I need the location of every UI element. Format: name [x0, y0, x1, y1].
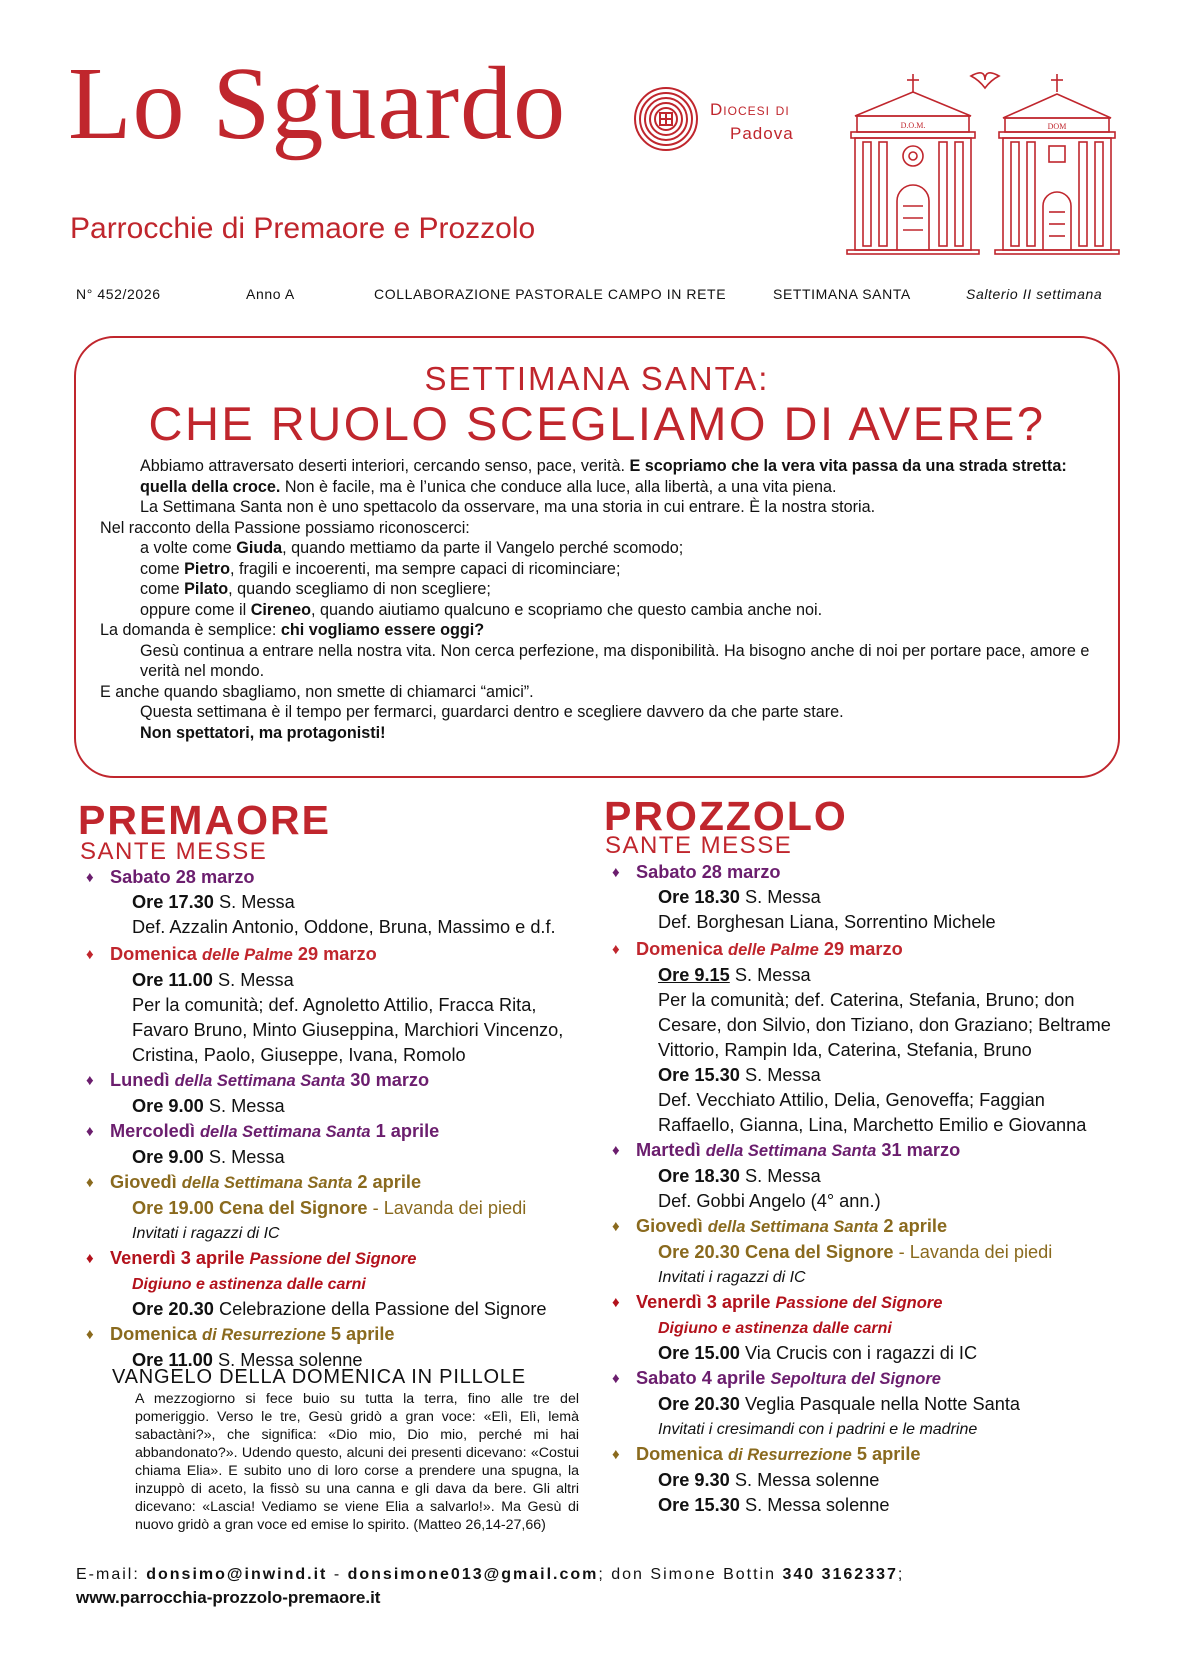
schedule-day — [604, 1442, 1124, 1468]
churches-illustration-icon — [845, 66, 1130, 256]
diocese-line-2: Padova — [730, 124, 794, 143]
mass-time — [604, 963, 1124, 988]
mass-label: S. Messa — [739, 887, 821, 907]
day-label: Sabato 4 aprile — [636, 1368, 771, 1388]
day-qualifier: di Resurrezione — [727, 1446, 852, 1464]
church-sign-right: DOM — [1047, 122, 1067, 131]
mass-label: S. Messa — [729, 965, 811, 985]
text-bold: Pietro — [184, 559, 230, 578]
mass-label: S. Messa solenne — [729, 1470, 880, 1490]
editorial-paragraph: La Settimana Santa non è uno spettacolo da osservare, ma una storia in cui entrare. È la nostra storia. — [140, 498, 876, 516]
editorial-paragraph: Questa settimana è il tempo per fermarci, guardarci dentro e scegliere davvero da che parte stare. — [140, 703, 844, 721]
newsletter-title: Lo Sguardo — [68, 46, 567, 161]
diamond-icon: ♦ — [612, 1446, 620, 1463]
email-link[interactable]: donsimone013@gmail.com — [347, 1566, 599, 1583]
diocese-line-1: Diocesi di — [710, 100, 790, 119]
mass-intention: Def. Vecchiato Attilio, Delia, Genoveffa; Faggian Raffaello, Gianna, Lina, Marchetto Emilio e Giovanna — [658, 1090, 1087, 1135]
editorial-role — [100, 559, 1090, 580]
text-span: Abbiamo attraversato deserti interiori, cercando senso, pace, verità. — [140, 457, 630, 475]
mass-intention: Def. Azzalin Antonio, Oddone, Bruna, Massimo e d.f. — [132, 917, 556, 937]
day-qualifier: delle Palme — [201, 946, 293, 964]
diamond-icon: ♦ — [612, 941, 620, 958]
schedule-day — [78, 1322, 598, 1348]
website-link[interactable]: www.parrocchia-prozzolo-premaore.it — [76, 1588, 381, 1607]
text-bold: Pilato — [184, 580, 229, 598]
day-label: Domenica — [636, 1444, 728, 1464]
mass-time — [78, 1196, 598, 1221]
schedule-day — [604, 1214, 1124, 1240]
mass-hour: Ore 11.00 — [132, 970, 213, 990]
editorial-role — [100, 600, 1090, 621]
mass-hour: Ore 17.30 — [132, 892, 214, 912]
editorial-role — [100, 538, 1090, 559]
schedule-day — [78, 1170, 598, 1196]
text-bold: Cireneo — [250, 600, 311, 619]
text-span: , quando aiutiamo qualcuno e scopriamo che questo cambia anche noi. — [310, 600, 823, 619]
diamond-icon: ♦ — [86, 946, 94, 963]
separator: ; — [897, 1566, 905, 1583]
day-label: Lunedì — [110, 1070, 175, 1090]
day-qualifier: delle Palme — [727, 941, 819, 959]
mass-hour: Ore 9.00 — [132, 1147, 204, 1167]
editorial-kicker: SETTIMANA SANTA: — [424, 360, 770, 397]
mass-time — [604, 1468, 1124, 1493]
mass-hour: Ore 18.30 — [658, 887, 740, 907]
week-label: SETTIMANA SANTA — [773, 286, 911, 302]
mass-hour: Ore 20.30 Cena del Signore — [658, 1242, 894, 1262]
diamond-icon: ♦ — [612, 1142, 620, 1159]
mass-note: Invitati i cresimandi con i padrini e le madrine — [658, 1421, 978, 1438]
editorial-role — [100, 579, 1090, 600]
day-qualifier: Passione del Signore — [775, 1294, 943, 1312]
mass-label: Via Crucis con i ragazzi di IC — [739, 1343, 978, 1363]
diamond-icon: ♦ — [612, 1370, 620, 1387]
editorial-paragraph — [100, 620, 1090, 641]
text-bold: chi vogliamo essere oggi? — [280, 621, 485, 639]
schedule-day — [78, 865, 598, 890]
day-date: 30 marzo — [345, 1070, 430, 1090]
text-span: , quando scegliamo di non scegliere; — [228, 580, 491, 598]
editorial-paragraph: Gesù continua a entrare nella nostra vita. Non cerca perfezione, ma disponibilità. Ha bisogno anche di noi per portare pace, amore e verità nel mondo. — [140, 641, 1090, 680]
day-date: 2 aprile — [878, 1216, 948, 1236]
mass-hour: Ore 11.00 — [132, 1350, 213, 1370]
day-qualifier: della Settimana Santa — [707, 1218, 879, 1236]
mass-time — [78, 968, 598, 993]
mass-label: S. Messa — [213, 892, 295, 912]
text-span: a volte come — [140, 539, 237, 557]
text-span: , quando mettiamo da parte il Vangelo perché scomodo; — [282, 539, 684, 557]
text-span: oppure come il — [140, 600, 251, 619]
mass-label: S. Messa — [203, 1096, 285, 1116]
mass-hour: Ore 18.30 — [658, 1166, 740, 1186]
mass-label: S. Messa — [203, 1147, 285, 1167]
editorial-paragraph: Nel racconto della Passione possiamo riconoscerci: — [100, 518, 470, 537]
church-sign-left: D.O.M. — [900, 121, 926, 130]
schedule-day — [604, 860, 1124, 885]
mass-hour: Ore 15.00 — [658, 1343, 740, 1363]
day-qualifier: della Settimana Santa — [181, 1174, 353, 1192]
day-qualifier: della Settimana Santa — [705, 1142, 877, 1160]
schedule-day — [604, 1138, 1124, 1164]
day-label: Domenica — [110, 1324, 202, 1344]
schedule-day — [78, 942, 598, 968]
day-qualifier: della Settimana Santa — [174, 1072, 346, 1090]
schedule-day — [78, 1068, 598, 1094]
mass-hour: Ore 20.30 — [658, 1394, 740, 1414]
diamond-icon: ♦ — [86, 1250, 94, 1267]
day-label: Sabato 28 marzo — [110, 867, 255, 887]
diamond-icon: ♦ — [86, 869, 94, 886]
diamond-icon: ♦ — [86, 1174, 94, 1191]
day-label: Mercoledì — [110, 1121, 200, 1141]
mass-hour: Ore 15.30 — [658, 1065, 740, 1085]
mass-time — [604, 1493, 1124, 1518]
mass-label: S. Messa solenne — [212, 1350, 363, 1370]
mass-label: S. Messa — [212, 970, 294, 990]
day-date: 29 marzo — [292, 944, 377, 964]
liturgical-year: Anno A — [246, 286, 295, 302]
day-date: 1 aprile — [370, 1121, 440, 1141]
mass-intention: Def. Gobbi Angelo (4° ann.) — [658, 1191, 881, 1211]
day-date: 31 marzo — [876, 1140, 961, 1160]
phone-number: 340 3162337 — [782, 1566, 898, 1583]
mass-note: Invitati i ragazzi di IC — [132, 1225, 280, 1242]
diamond-icon: ♦ — [612, 1218, 620, 1235]
fasting-note: Digiuno e astinenza dalle carni — [658, 1320, 892, 1337]
mass-label: - Lavanda dei piedi — [367, 1198, 527, 1218]
day-qualifier: Sepoltura del Signore — [770, 1370, 941, 1388]
priest-name: ; don Simone Bottin — [598, 1566, 783, 1583]
separator: - — [327, 1566, 348, 1583]
diamond-icon: ♦ — [612, 864, 620, 881]
editorial-paragraph: E anche quando sbagliamo, non smette di chiamarci “amici”. — [100, 682, 534, 701]
diocese-logo-icon — [633, 86, 699, 152]
mass-time — [604, 1063, 1124, 1088]
diamond-icon: ♦ — [86, 1326, 94, 1343]
mass-time — [604, 1240, 1124, 1265]
mass-label: - Lavanda dei piedi — [893, 1242, 1053, 1262]
day-qualifier: Passione del Signore — [249, 1250, 417, 1268]
editorial-text — [100, 456, 1090, 743]
mass-hour: Ore 15.30 — [658, 1495, 740, 1515]
schedule-day — [604, 937, 1124, 963]
text-span: Non è facile, ma è l’unica che conduce alla luce, alla libertà, a una vita piena. — [280, 477, 837, 496]
mass-label: Veglia Pasquale nella Notte Santa — [739, 1394, 1020, 1414]
text-span: come — [140, 580, 185, 598]
mass-intention: Per la comunità; def. Caterina, Stefania, Bruno; don Cesare, don Silvio, don Tiziano, don Graziano; Beltrame Vittorio, Rampin Ida, Caterina, Stefania, Bruno — [658, 990, 1111, 1060]
day-label: Domenica — [110, 944, 202, 964]
mass-time — [604, 1392, 1124, 1417]
diamond-icon: ♦ — [86, 1123, 94, 1140]
mass-label: S. Messa — [739, 1166, 821, 1186]
mass-label: Celebrazione della Passione del Signore — [213, 1299, 547, 1319]
day-date: 5 aprile — [851, 1444, 921, 1464]
diamond-icon: ♦ — [612, 1294, 620, 1311]
mass-hour: Ore 20.30 — [132, 1299, 214, 1319]
mass-time — [604, 885, 1124, 910]
prozzolo-title: PROZZOLO — [604, 793, 848, 839]
contact-line — [76, 1566, 904, 1584]
day-qualifier: di Resurrezione — [201, 1326, 326, 1344]
day-label: Sabato 28 marzo — [636, 862, 781, 882]
editorial-headline: CHE RUOLO SCEGLIAMO DI AVERE? — [148, 397, 1046, 450]
day-label: Giovedì — [636, 1216, 708, 1236]
schedule-day — [604, 1366, 1124, 1392]
email-label: E-mail: — [76, 1566, 147, 1583]
salterio-label: Salterio II settimana — [966, 286, 1103, 302]
mass-label: S. Messa — [739, 1065, 821, 1085]
editorial-closing — [100, 723, 1090, 744]
gospel-text: A mezzogiorno si fece buio su tutta la terra, fino alle tre del pomeriggio. Verso le tre, Gesù gridò a gran voce: «Elì, Elì, lemà sabactàni?», che significa: «Dio mio, Dio mio, perché mi hai abbandonato?». Udendo questo, alcuni dei presenti dicevano: «Costui chiama Elia». E subito uno di loro corse a prendere una spugna, la inzuppò di aceto, la fissò su una canna e gli dava da bere. Gli altri dicevano: «Lascia! Vediamo se viene Elia a salvarlo!». Ma Gesù di nuovo gridò a gran voce ed emise lo spirito. (Matteo 26,14-27,66) — [135, 1391, 579, 1533]
mass-label: S. Messa solenne — [739, 1495, 890, 1515]
mass-time — [78, 1145, 598, 1170]
collaboration-label: COLLABORAZIONE PASTORALE CAMPO IN RETE — [374, 286, 727, 302]
text-bold: Non spettatori, ma protagonisti! — [140, 723, 386, 742]
mass-note: Invitati i ragazzi di IC — [658, 1269, 806, 1286]
mass-intention: Per la comunità; def. Agnoletto Attilio, Fracca Rita, Favaro Bruno, Minto Giuseppina, Marchiori Vincenzo, Cristina, Paolo, Giuseppe, Ivana, Romolo — [132, 995, 564, 1065]
gospel-title: VANGELO DELLA DOMENICA IN PILLOLE — [112, 1366, 526, 1388]
text-bold: Giuda — [236, 539, 283, 557]
day-label: Martedì — [636, 1140, 706, 1160]
editorial-paragraph — [100, 456, 1090, 497]
premaore-title: PREMAORE — [78, 797, 331, 843]
day-date: 29 marzo — [818, 939, 903, 959]
day-label: Venerdì 3 aprile — [110, 1248, 250, 1268]
premaore-schedule — [78, 865, 598, 1373]
diamond-icon: ♦ — [86, 1072, 94, 1089]
mass-time — [78, 1297, 598, 1322]
text-span: , fragili e incoerenti, ma sempre capaci di ricominciare; — [229, 559, 621, 578]
newsletter-subtitle: Parrocchie di Premaore e Prozzolo — [70, 212, 536, 245]
day-date: 2 aprile — [352, 1172, 422, 1192]
day-label: Domenica — [636, 939, 728, 959]
schedule-day — [78, 1246, 598, 1272]
schedule-day — [604, 1290, 1124, 1316]
fasting-note: Digiuno e astinenza dalle carni — [132, 1276, 366, 1293]
mass-time — [604, 1164, 1124, 1189]
day-label: Giovedì — [110, 1172, 182, 1192]
text-bold: E scopriamo che la vera vita passa da una strada stretta: quella della croce. — [140, 457, 1067, 496]
day-label: Venerdì 3 aprile — [636, 1292, 776, 1312]
mass-hour: Ore 9.15 — [658, 965, 730, 985]
mass-intention: Def. Borghesan Liana, Sorrentino Michele — [658, 912, 996, 932]
prozzolo-subtitle: SANTE MESSE — [605, 832, 793, 859]
mass-hour: Ore 9.30 — [658, 1470, 730, 1490]
issue-number: N° 452/2026 — [76, 286, 161, 302]
prozzolo-schedule — [604, 860, 1124, 1518]
text-span: come — [140, 559, 185, 578]
mass-time — [78, 890, 598, 915]
mass-time — [78, 1094, 598, 1119]
mass-hour: Ore 19.00 Cena del Signore — [132, 1198, 368, 1218]
mass-time — [604, 1341, 1124, 1366]
diocese-label — [710, 98, 794, 146]
day-date: 5 aprile — [325, 1324, 395, 1344]
day-qualifier: della Settimana Santa — [199, 1123, 371, 1141]
email-link[interactable]: donsimo@inwind.it — [146, 1566, 328, 1583]
premaore-subtitle: SANTE MESSE — [80, 838, 268, 865]
mass-hour: Ore 9.00 — [132, 1096, 204, 1116]
text-span: La domanda è semplice: — [100, 621, 281, 639]
schedule-day — [78, 1119, 598, 1145]
